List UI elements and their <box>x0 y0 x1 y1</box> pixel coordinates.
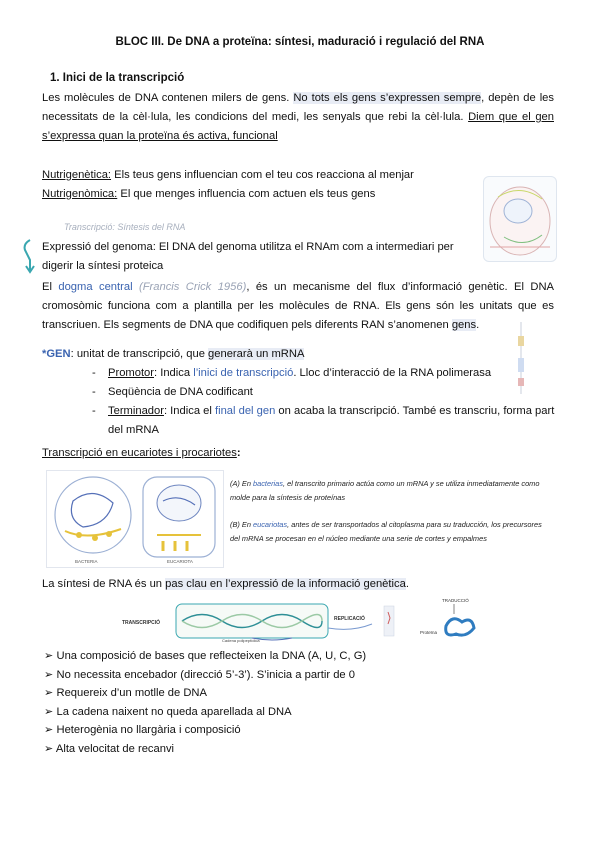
text: : Indica <box>154 367 194 379</box>
list-item-text: Una composició de bases que reflecteixen la DNA (A, U, C, G) <box>56 650 367 662</box>
list-item <box>44 666 564 685</box>
eucariota-label: EUCARIOTA <box>167 559 193 564</box>
list-item-text: Heterogènia no llargària i composició <box>56 724 241 736</box>
text: , el transcrito primario actúa como un mRNA y se utiliza inmediatamente como molde para la síntesis de proteínas <box>230 479 540 502</box>
blue-text: eucariotas <box>253 520 288 529</box>
intro-paragraph <box>42 89 554 146</box>
section-heading: 1. Inici de la transcripció <box>50 72 185 84</box>
dash-bullet: - <box>92 405 96 417</box>
colon: : <box>236 447 241 459</box>
list-item <box>44 740 564 759</box>
highlighted-text: generarà un mRNA <box>208 348 305 360</box>
list-item <box>0 383 600 402</box>
central-dogma-drawing <box>122 598 484 644</box>
arrow-bullet-icon: ➢ <box>44 668 57 681</box>
dogma-term: dogma central <box>58 281 133 293</box>
dash-bullet: - <box>92 367 96 379</box>
term-label: Promotor <box>108 367 155 379</box>
list-item <box>44 647 564 666</box>
transcription-figure <box>46 470 224 568</box>
text: (B) En <box>230 520 253 529</box>
highlighted-text: pas clau en l’expressió de la informació genètica <box>165 578 406 590</box>
text: La síntesi de RNA és un <box>42 578 166 590</box>
list-item-text: Requereix d’un motlle de DNA <box>56 687 207 699</box>
list-item-text: No necessita encebador (direcció 5’-3’). S’inicia a partir de 0 <box>56 668 355 681</box>
text: on acaba la transcripció. També es transcriu, forma part del mRNA <box>108 405 555 436</box>
subsection-heading: Transcripció: Síntesis del RNA <box>64 222 186 232</box>
text: Les molècules de DNA contenen milers de gens. <box>42 92 294 104</box>
arrow-bullet-icon: ➢ <box>44 705 57 718</box>
rna-properties-list <box>44 647 564 758</box>
term-label: Nutrigenòmica: <box>42 188 118 200</box>
text: Seqüència de DNA codificant <box>108 386 253 398</box>
arrow-bullet-icon: ➢ <box>44 742 56 755</box>
text: : Indica el <box>163 405 215 417</box>
protein-label: Proteïna <box>420 630 438 635</box>
highlighted-text: No tots els gens s’expressen sempre <box>293 92 482 104</box>
list-item <box>44 684 564 703</box>
highlighted-text: gens <box>451 319 477 331</box>
citation: (Francis Crick 1956) <box>138 281 247 293</box>
list-item-text: Alta velocitat de recanvi <box>55 742 175 755</box>
arrow-bullet-icon: ➢ <box>44 687 57 699</box>
heading-text: Transcripció en eucariotes i procariotes <box>42 447 237 459</box>
text: , depèn de les necessitats de la cèl·lula, les condicions del medi, les senyals que rebi la cèl·lula. <box>42 92 554 123</box>
list-item <box>44 721 564 740</box>
term-label: Terminador <box>108 405 164 417</box>
list-item-text <box>108 364 558 383</box>
expression-line-2: digerir la síntesi proteica <box>42 260 164 272</box>
gen-parts-list <box>0 364 600 440</box>
nutrigenetica-line <box>42 166 414 185</box>
list-item <box>0 402 600 440</box>
underlined-text: Diem que el gen s’expressa quan la proteïna és activa, funcional <box>42 111 554 142</box>
text: : unitat de transcripció, que <box>70 348 209 360</box>
arrow-bullet-icon: ➢ <box>44 650 57 662</box>
list-item-text <box>108 402 558 440</box>
arrow-bullet-icon: ➢ <box>44 724 57 736</box>
blue-text: l’inici de transcripció <box>193 367 294 379</box>
cell-diagram-image <box>483 176 557 262</box>
expression-line-1: Expressió del genoma: El DNA del genoma utilitza el RNAm com a intermediari per <box>42 241 454 253</box>
blue-text: bacterias <box>253 479 283 488</box>
transcription-label: TRANSCRIPCIÓ <box>122 620 161 626</box>
replication-label: REPLICACIÓ <box>334 616 365 622</box>
nutrigenomica-line <box>42 185 375 204</box>
transcription-drawing <box>47 471 223 567</box>
definition: Els teus gens influencian com el teu cos reacciona al menjar <box>111 169 414 181</box>
page-title: BLOC III. De DNA a proteïna: síntesi, maduració i regulació del RNA <box>115 36 485 48</box>
definition: El que menges influencia com actuen els teus gens <box>117 188 376 200</box>
text: El <box>42 281 59 293</box>
dash-bullet: - <box>92 386 96 398</box>
text: , és un mecanisme del flux d’informació genètic. El DNA cromosòmic funciona com a plantilla per les molècules de RNA. Els gens són les unitats que es transcriuen. Els segments de DNA que codifiquen pels diferents RAN s’anomenen <box>42 281 554 331</box>
caption-b <box>230 518 550 546</box>
central-dogma-figure <box>122 598 484 644</box>
term-label: Nutrigenètica: <box>42 169 112 181</box>
bacteria-label: BACTERIA <box>75 559 98 564</box>
gen-label: *GEN <box>42 348 71 360</box>
list-item <box>0 364 600 383</box>
text: , antes de ser transportados al citoplasma para su traducción, los precursores del mRNA se procesan en el núcleo mediante una serie de cortes y empalmes <box>230 520 542 543</box>
synthesis-sentence <box>42 575 409 594</box>
euk-prok-heading <box>42 444 241 463</box>
caption-a <box>230 477 550 505</box>
blue-text: final del gen <box>214 405 276 417</box>
central-dogma-paragraph <box>42 278 554 335</box>
text: (A) En <box>230 479 253 488</box>
text: . <box>405 578 409 590</box>
text: . <box>476 319 480 331</box>
cell-diagram-drawing <box>484 177 556 261</box>
translation-label: TRADUCCIÓ <box>442 598 469 603</box>
curved-arrow-icon <box>22 238 38 274</box>
gen-definition <box>42 345 304 364</box>
list-item-text: La cadena naixent no queda aparellada al DNA <box>56 705 292 718</box>
polypeptide-label: Cadena polipeptídica <box>222 638 260 643</box>
list-item-text <box>108 383 558 402</box>
text: . Lloc d’interacció de la RNA polimerasa <box>293 367 492 379</box>
list-item <box>44 703 564 722</box>
